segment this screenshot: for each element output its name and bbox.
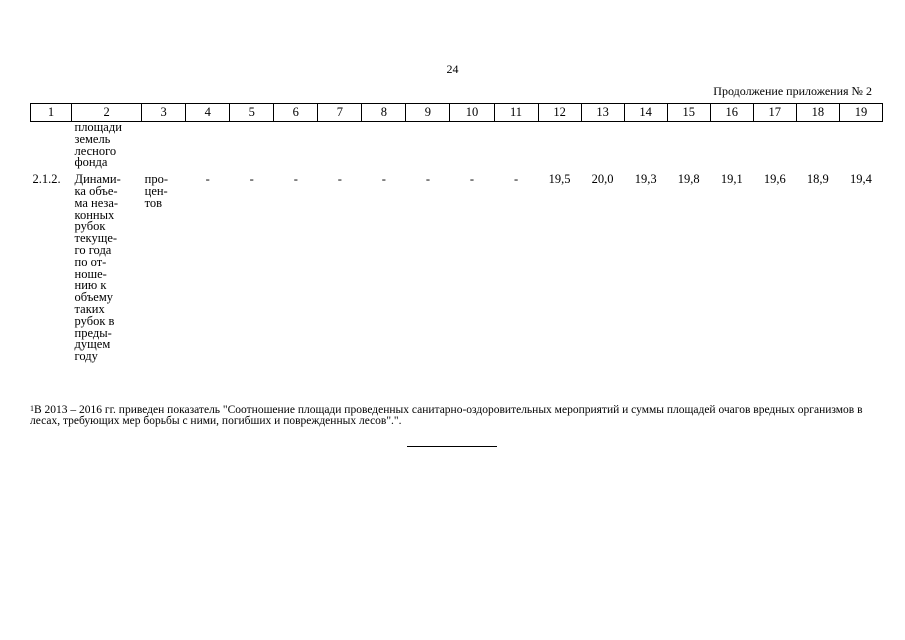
value-cell: - (381, 172, 386, 187)
continuation-label: Продолжение приложения № 2 (713, 84, 872, 98)
column-number: 19 (839, 104, 882, 122)
footnote-marker: 1 (30, 404, 34, 413)
name-line: по от- (74, 254, 107, 269)
column-number: 4 (186, 104, 230, 122)
name-line: дущем (74, 337, 111, 352)
column-number: 1 (31, 104, 72, 122)
footnote-separator-line (407, 446, 497, 447)
name-line: го года (74, 242, 112, 257)
column-number: 8 (362, 104, 406, 122)
name-line: текуще- (74, 231, 118, 246)
column-number: 18 (796, 104, 839, 122)
column-number: 5 (230, 104, 274, 122)
name-line: преды- (74, 325, 112, 340)
value-cell: 19,3 (634, 172, 657, 187)
value-cell: 19,5 (548, 172, 571, 187)
column-number: 10 (450, 104, 494, 122)
value-cell: 19,6 (763, 172, 786, 187)
column-number: 17 (753, 104, 796, 122)
column-number: 12 (538, 104, 581, 122)
header-row (31, 104, 883, 122)
column-number: 14 (624, 104, 667, 122)
value-cell: 19,1 (720, 172, 743, 187)
indicator-table (30, 103, 883, 363)
value-cell: - (293, 172, 298, 187)
column-number: 11 (494, 104, 538, 122)
value-cell: - (425, 172, 431, 187)
indicator-code: 2.1.2. (32, 172, 61, 187)
column-number: 7 (318, 104, 362, 122)
unit-line: тов (144, 195, 163, 210)
continued-indicator-name (31, 122, 883, 170)
page-number: 24 (446, 62, 459, 76)
name-line: рубок (74, 219, 106, 234)
value-cell: 20,0 (591, 172, 614, 187)
unit-of-measure (142, 169, 186, 363)
column-number: 2 (72, 104, 142, 122)
table-row (31, 169, 883, 363)
name-line: рубок в (74, 313, 115, 328)
value-cell: - (469, 172, 475, 187)
value-cell: - (337, 172, 342, 187)
column-number: 9 (406, 104, 450, 122)
column-number: 16 (710, 104, 753, 122)
value-cell: 19,4 (850, 172, 872, 187)
value-cell: 18,9 (806, 172, 829, 187)
unit-line: про- (144, 172, 168, 187)
name-line: ноше- (74, 266, 107, 281)
name-line: конных (74, 207, 115, 222)
column-number: 6 (274, 104, 318, 122)
indicator-name (72, 169, 142, 363)
value-cell: - (205, 172, 210, 187)
value-cell: - (249, 172, 254, 187)
name-line: Динами- (74, 172, 121, 187)
name-line: нию к (74, 278, 107, 293)
continued-row (31, 122, 883, 170)
name-line: ма неза- (74, 195, 119, 210)
name-line: объему (74, 290, 114, 305)
name-line: ка объе- (74, 183, 118, 198)
column-number: 13 (581, 104, 624, 122)
unit-line: цен- (144, 183, 168, 198)
value-cell: 19,8 (677, 172, 700, 187)
column-number: 3 (142, 104, 186, 122)
name-line: году (74, 349, 98, 364)
name-line: лесного (74, 143, 117, 158)
name-line: фонда (74, 155, 108, 170)
footnote (30, 405, 875, 427)
column-number: 15 (667, 104, 710, 122)
name-line: таких (74, 301, 105, 316)
name-line: земель (74, 131, 111, 146)
name-line: площади (74, 120, 122, 134)
value-cell: - (513, 172, 519, 187)
footnote-text: В 2013 – 2016 гг. приведен показатель "Соотношение площади проведенных санитарно-оздоровительных мероприятий и суммы площадей очагов вредных организмов в лесах, требующих мер борьбы с ними, погибших и поврежденных лесов".". (30, 404, 863, 427)
